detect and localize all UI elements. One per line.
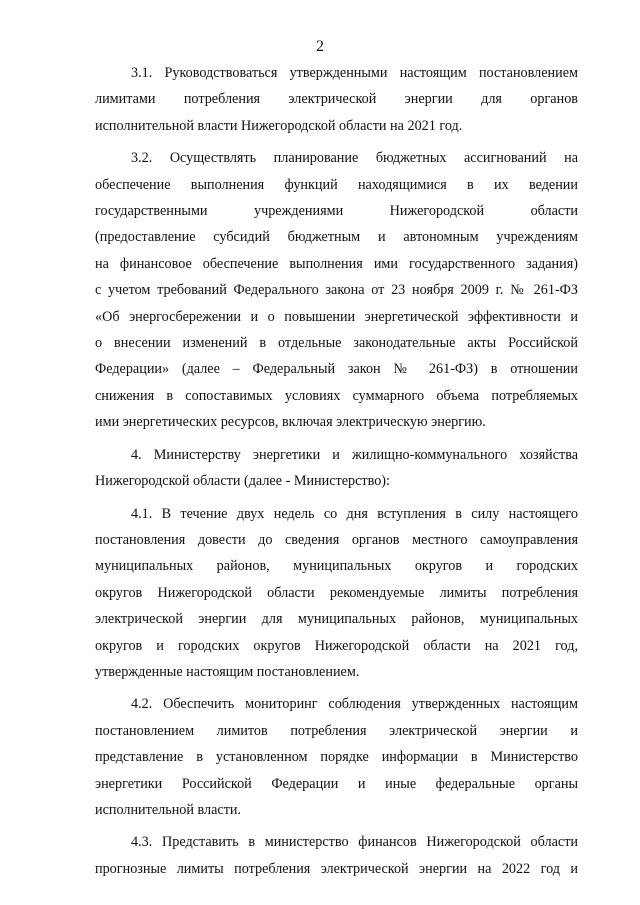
page-number: 2 — [316, 38, 324, 55]
text-line: прогнозные лимиты потребления электрической энергии на 2022 год и — [95, 860, 578, 877]
text-line: лимитами потребления электрической энергии для органов — [95, 91, 578, 108]
text-line: 3.1. Руководствоваться утвержденными настоящим постановлением — [131, 65, 578, 81]
text-line: представление в установленном порядке информации в Министерство — [95, 749, 578, 766]
text-line: ими энергетических ресурсов, включая электрическую энергию. — [95, 414, 486, 431]
text-line: энергетики Российской Федерации и иные федеральные органы — [95, 775, 578, 792]
text-line: утвержденные настоящим постановлением. — [95, 663, 360, 680]
text-line: округов и городских округов Нижегородской области на 2021 год, — [95, 637, 578, 654]
text-line: (предоставление субсидий бюджетным и автономным учреждениям — [95, 229, 578, 246]
text-line: постановления довести до сведения органов местного самоуправления — [95, 531, 578, 548]
document-body — [95, 60, 578, 882]
paragraph-3-1 — [95, 60, 578, 139]
paragraph-3-2 — [95, 145, 578, 435]
text-line: на финансовое обеспечение выполнения ими государственного задания) — [95, 255, 578, 272]
text-line: округов Нижегородской области рекомендуемые лимиты потребления — [95, 584, 578, 601]
text-line: 4.2. Обеспечить мониторинг соблюдения утвержденных настоящим — [131, 696, 578, 713]
paragraph-4-2 — [95, 691, 578, 823]
text-line: обеспечение выполнения функций находящимися в их ведении — [95, 176, 578, 193]
text-line: исполнительной власти. — [95, 801, 242, 818]
text-line: постановлением лимитов потребления электрической энергии и — [95, 722, 578, 739]
text-line: Федерации» (далее – Федеральный закон № 261-ФЗ) в отношении — [95, 361, 578, 378]
paragraph-4-1 — [95, 501, 578, 686]
text-line: о внесении изменений в отдельные законодательные акты Российской — [95, 335, 578, 352]
text-line: исполнительной власти Нижегородской области на 2021 год. — [95, 117, 463, 134]
text-line: 4. Министерству энергетики и жилищно-коммунального хозяйства — [131, 446, 578, 463]
text-line: электрической энергии для муниципальных районов, муниципальных — [95, 611, 578, 628]
text-line: с учетом требований Федерального закона от 23 ноября 2009 г. № 261-ФЗ — [95, 282, 578, 299]
text-line: 4.3. Представить в министерство финансов Нижегородской области — [131, 834, 578, 851]
paragraph-4-3 — [95, 829, 578, 882]
text-line: Нижегородской области (далее - Министерство): — [95, 473, 390, 490]
text-line: «Об энергосбережении и о повышении энергетической эффективности и — [95, 308, 578, 325]
text-line: государственными учреждениями Нижегородской области — [95, 203, 578, 220]
text-line: 3.2. Осуществлять планирование бюджетных ассигнований на — [131, 150, 578, 167]
paragraph-4 — [95, 442, 578, 495]
text-line: снижения в сопоставимых условиях суммарного объема потребляемых — [95, 387, 578, 404]
text-line: 4.1. В течение двух недель со дня вступления в силу настоящего — [131, 505, 578, 522]
text-line: муниципальных районов, муниципальных округов и городских — [95, 558, 578, 575]
